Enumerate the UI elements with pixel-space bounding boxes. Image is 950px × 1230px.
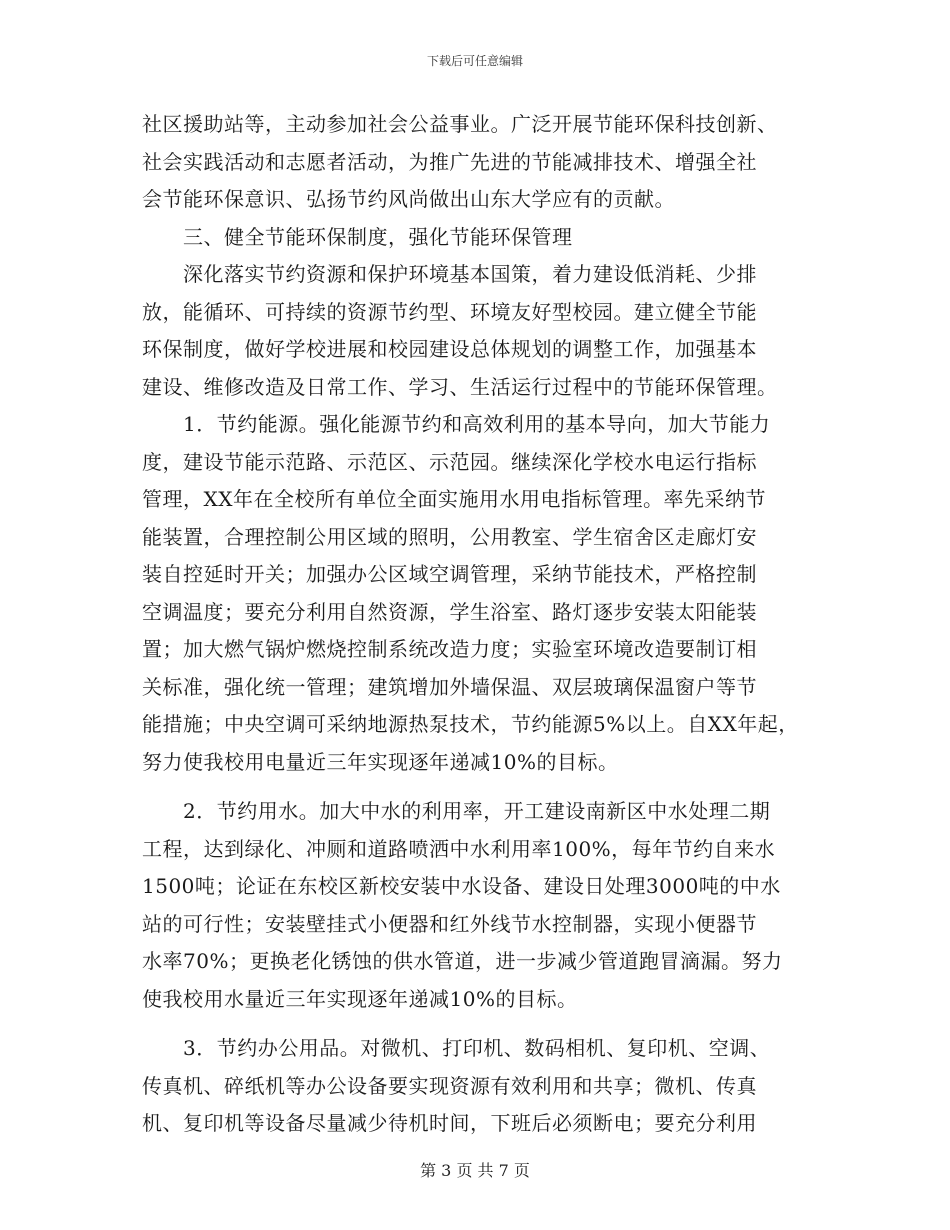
text-line: 社会实践活动和志愿者活动，为推广先进的节能减排技术、增强全社	[142, 149, 757, 174]
section-heading: 三、健全节能环保制度，强化节能环保管理	[142, 224, 573, 249]
paragraph-gap	[142, 781, 810, 793]
text-line: 1500吨；论证在东校区新校安装中水设备、建设日处理3000吨的中水	[142, 874, 781, 898]
text-line: 机、复印机等设备尽量减少待机时间，下班后必须断电；要充分利用	[142, 1111, 757, 1135]
paragraph-block-b	[142, 793, 810, 1018]
text-line: 置；加大燃气锅炉燃烧控制系统改造力度；实验室环境改造要制订相	[142, 637, 757, 661]
text-line: 社区援助站等，主动参加社会公益事业。广泛开展节能环保科技创新、	[142, 112, 778, 136]
paragraph-block-c	[142, 1030, 810, 1143]
text-line: 会节能环保意识、弘扬节约风尚做出山东大学应有的贡献。	[142, 187, 675, 211]
page-header: 下载后可任意编辑	[426, 54, 523, 68]
text-line: 水率70%；更换老化锈蚀的供水管道，进一步减少管道跑冒滴漏。努力	[142, 949, 783, 973]
page-footer: 第 3 页 共 7 页	[420, 1161, 530, 1180]
paragraph-gap	[142, 1018, 810, 1030]
text-line: 传真机、碎纸机等办公设备要实现资源有效利用和共享；微机、传真	[142, 1073, 757, 1098]
text-line: 工程，达到绿化、冲厕和道路喷洒中水利用率100%，每年节约自来水	[142, 836, 776, 861]
text-line: 使我校用水量近三年实现逐年递减10%的目标。	[142, 986, 578, 1011]
text-line: 度，建设节能示范路、示范区、示范园。继续深化学校水电运行指标	[142, 449, 757, 474]
text-line: 空调温度；要充分利用自然资源，学生浴室、路灯逐步安装太阳能装	[142, 599, 757, 624]
text-line: 2．节约用水。加大中水的利用率，开工建设南新区中水处理二期	[142, 799, 771, 823]
text-line: 能措施；中央空调可采纳地源热泵技术，节约能源5%以上。自XX年起，	[142, 712, 799, 736]
text-line: 深化落实节约资源和保护环境基本国策，着力建设低消耗、少排	[142, 262, 757, 286]
text-line: 关标准，强化统一管理；建筑增加外墙保温、双层玻璃保温窗户等节	[142, 674, 757, 699]
document-body	[142, 106, 810, 1143]
text-line: 3．节约办公用品。对微机、打印机、数码相机、复印机、空调、	[142, 1036, 771, 1060]
text-line: 管理，XX年在全校所有单位全面实施用水用电指标管理。率先采纳节	[142, 487, 766, 511]
text-line: 环保制度，做好学校进展和校园建设总体规划的调整工作，加强基本	[142, 337, 757, 361]
text-line: 放，能循环、可持续的资源节约型、环境友好型校园。建立健全节能	[142, 299, 757, 324]
text-line: 建设、维修改造及日常工作、学习、生活运行过程中的节能环保管理。	[142, 374, 778, 399]
text-line: 努力使我校用电量近三年实现逐年递减10%的目标。	[142, 749, 619, 774]
paragraph-block-a	[142, 106, 810, 781]
text-line: 1．节约能源。强化能源节约和高效利用的基本导向，加大节能力	[142, 412, 771, 436]
text-line: 装自控延时开关；加强办公区域空调管理，采纳节能技术，严格控制	[142, 562, 757, 586]
text-line: 能装置，合理控制公用区域的照明，公用教室、学生宿舍区走廊灯安	[142, 524, 757, 549]
text-line: 站的可行性；安装壁挂式小便器和红外线节水控制器，实现小便器节	[142, 911, 757, 936]
